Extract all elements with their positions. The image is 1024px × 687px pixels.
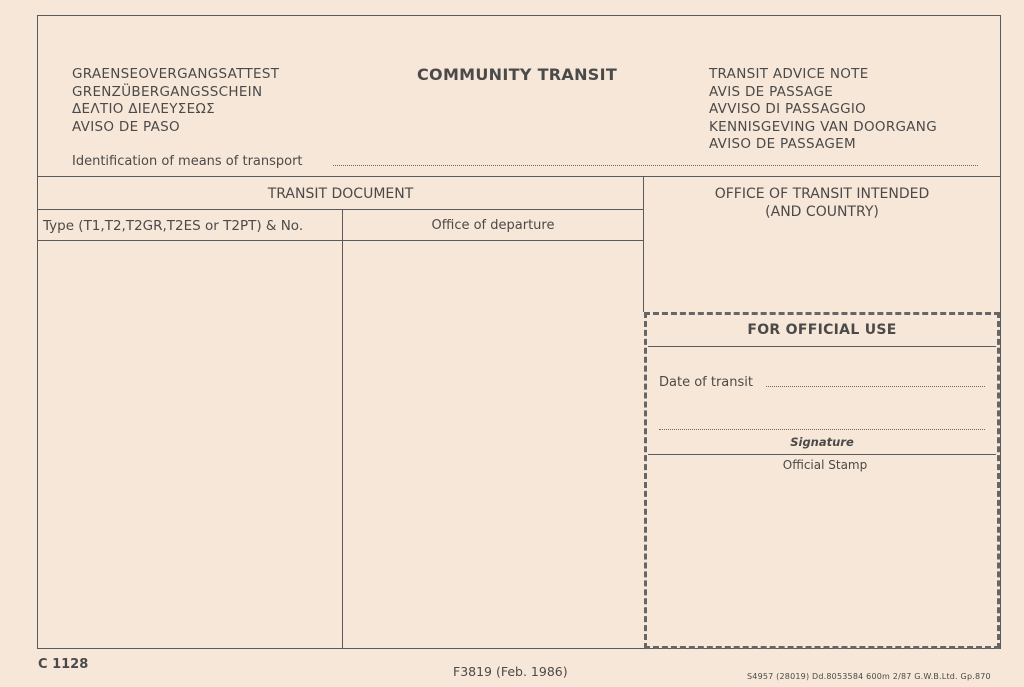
identification-label: Identification of means of transport [72, 154, 303, 169]
header-right-languages [709, 66, 937, 154]
column-type-header: Type (T1,T2,T2GR,T2ES or T2PT) & No. [43, 218, 304, 234]
section-divider [643, 176, 644, 312]
form-title: COMMUNITY TRANSIT [417, 65, 618, 84]
lang-line: GRAENSEOVERGANGSATTEST [72, 66, 280, 82]
office-transit-line2: (AND COUNTRY) [765, 204, 879, 220]
official-stamp-area[interactable] [650, 475, 994, 643]
transit-heading-divider [37, 209, 644, 210]
date-of-transit-label: Date of transit [659, 375, 753, 390]
form-number: F3819 (Feb. 1986) [453, 664, 568, 679]
lang-line: AVISO DE PASO [72, 118, 180, 135]
lang-line: AVISO DE PASSAGEM [709, 136, 856, 152]
date-of-transit-field[interactable] [766, 386, 985, 387]
transit-document-heading: TRANSIT DOCUMENT [267, 186, 414, 202]
office-departure-field[interactable] [344, 242, 642, 647]
office-transit-line1: OFFICE OF TRANSIT INTENDED [714, 186, 930, 202]
lang-line: ΔΕΛΤΙΟ ΔΙΕΛΕΥΣΕΩΣ [72, 101, 215, 117]
print-info: S4957 (28019) Dd.8053584 600m 2/87 G.W.B.Ltd. Gp.870 [747, 672, 991, 681]
stamp-divider [648, 454, 996, 455]
official-stamp-label: Official Stamp [782, 458, 868, 472]
column-departure-header: Office of departure [431, 218, 555, 233]
official-use-divider [648, 346, 996, 347]
signature-label: Signature [790, 435, 854, 449]
office-transit-field[interactable] [645, 225, 999, 310]
identification-field[interactable] [333, 165, 978, 166]
office-transit-heading [645, 185, 999, 221]
header-divider [37, 176, 1001, 177]
header-left-languages [72, 66, 279, 136]
official-use-heading: FOR OFFICIAL USE [747, 322, 897, 338]
signature-field[interactable] [659, 429, 985, 430]
column-divider [342, 209, 343, 649]
lang-line: KENNISGEVING VAN DOORGANG [709, 118, 937, 135]
lang-line: AVVISO DI PASSAGGIO [709, 101, 867, 117]
column-header-divider [37, 240, 644, 241]
type-number-field[interactable] [39, 242, 341, 647]
form-code: C 1128 [38, 657, 89, 672]
lang-line: TRANSIT ADVICE NOTE [709, 66, 869, 82]
lang-line: AVIS DE PASSAGE [709, 83, 834, 100]
lang-line: GRENZÜBERGANGSSCHEIN [72, 83, 263, 100]
